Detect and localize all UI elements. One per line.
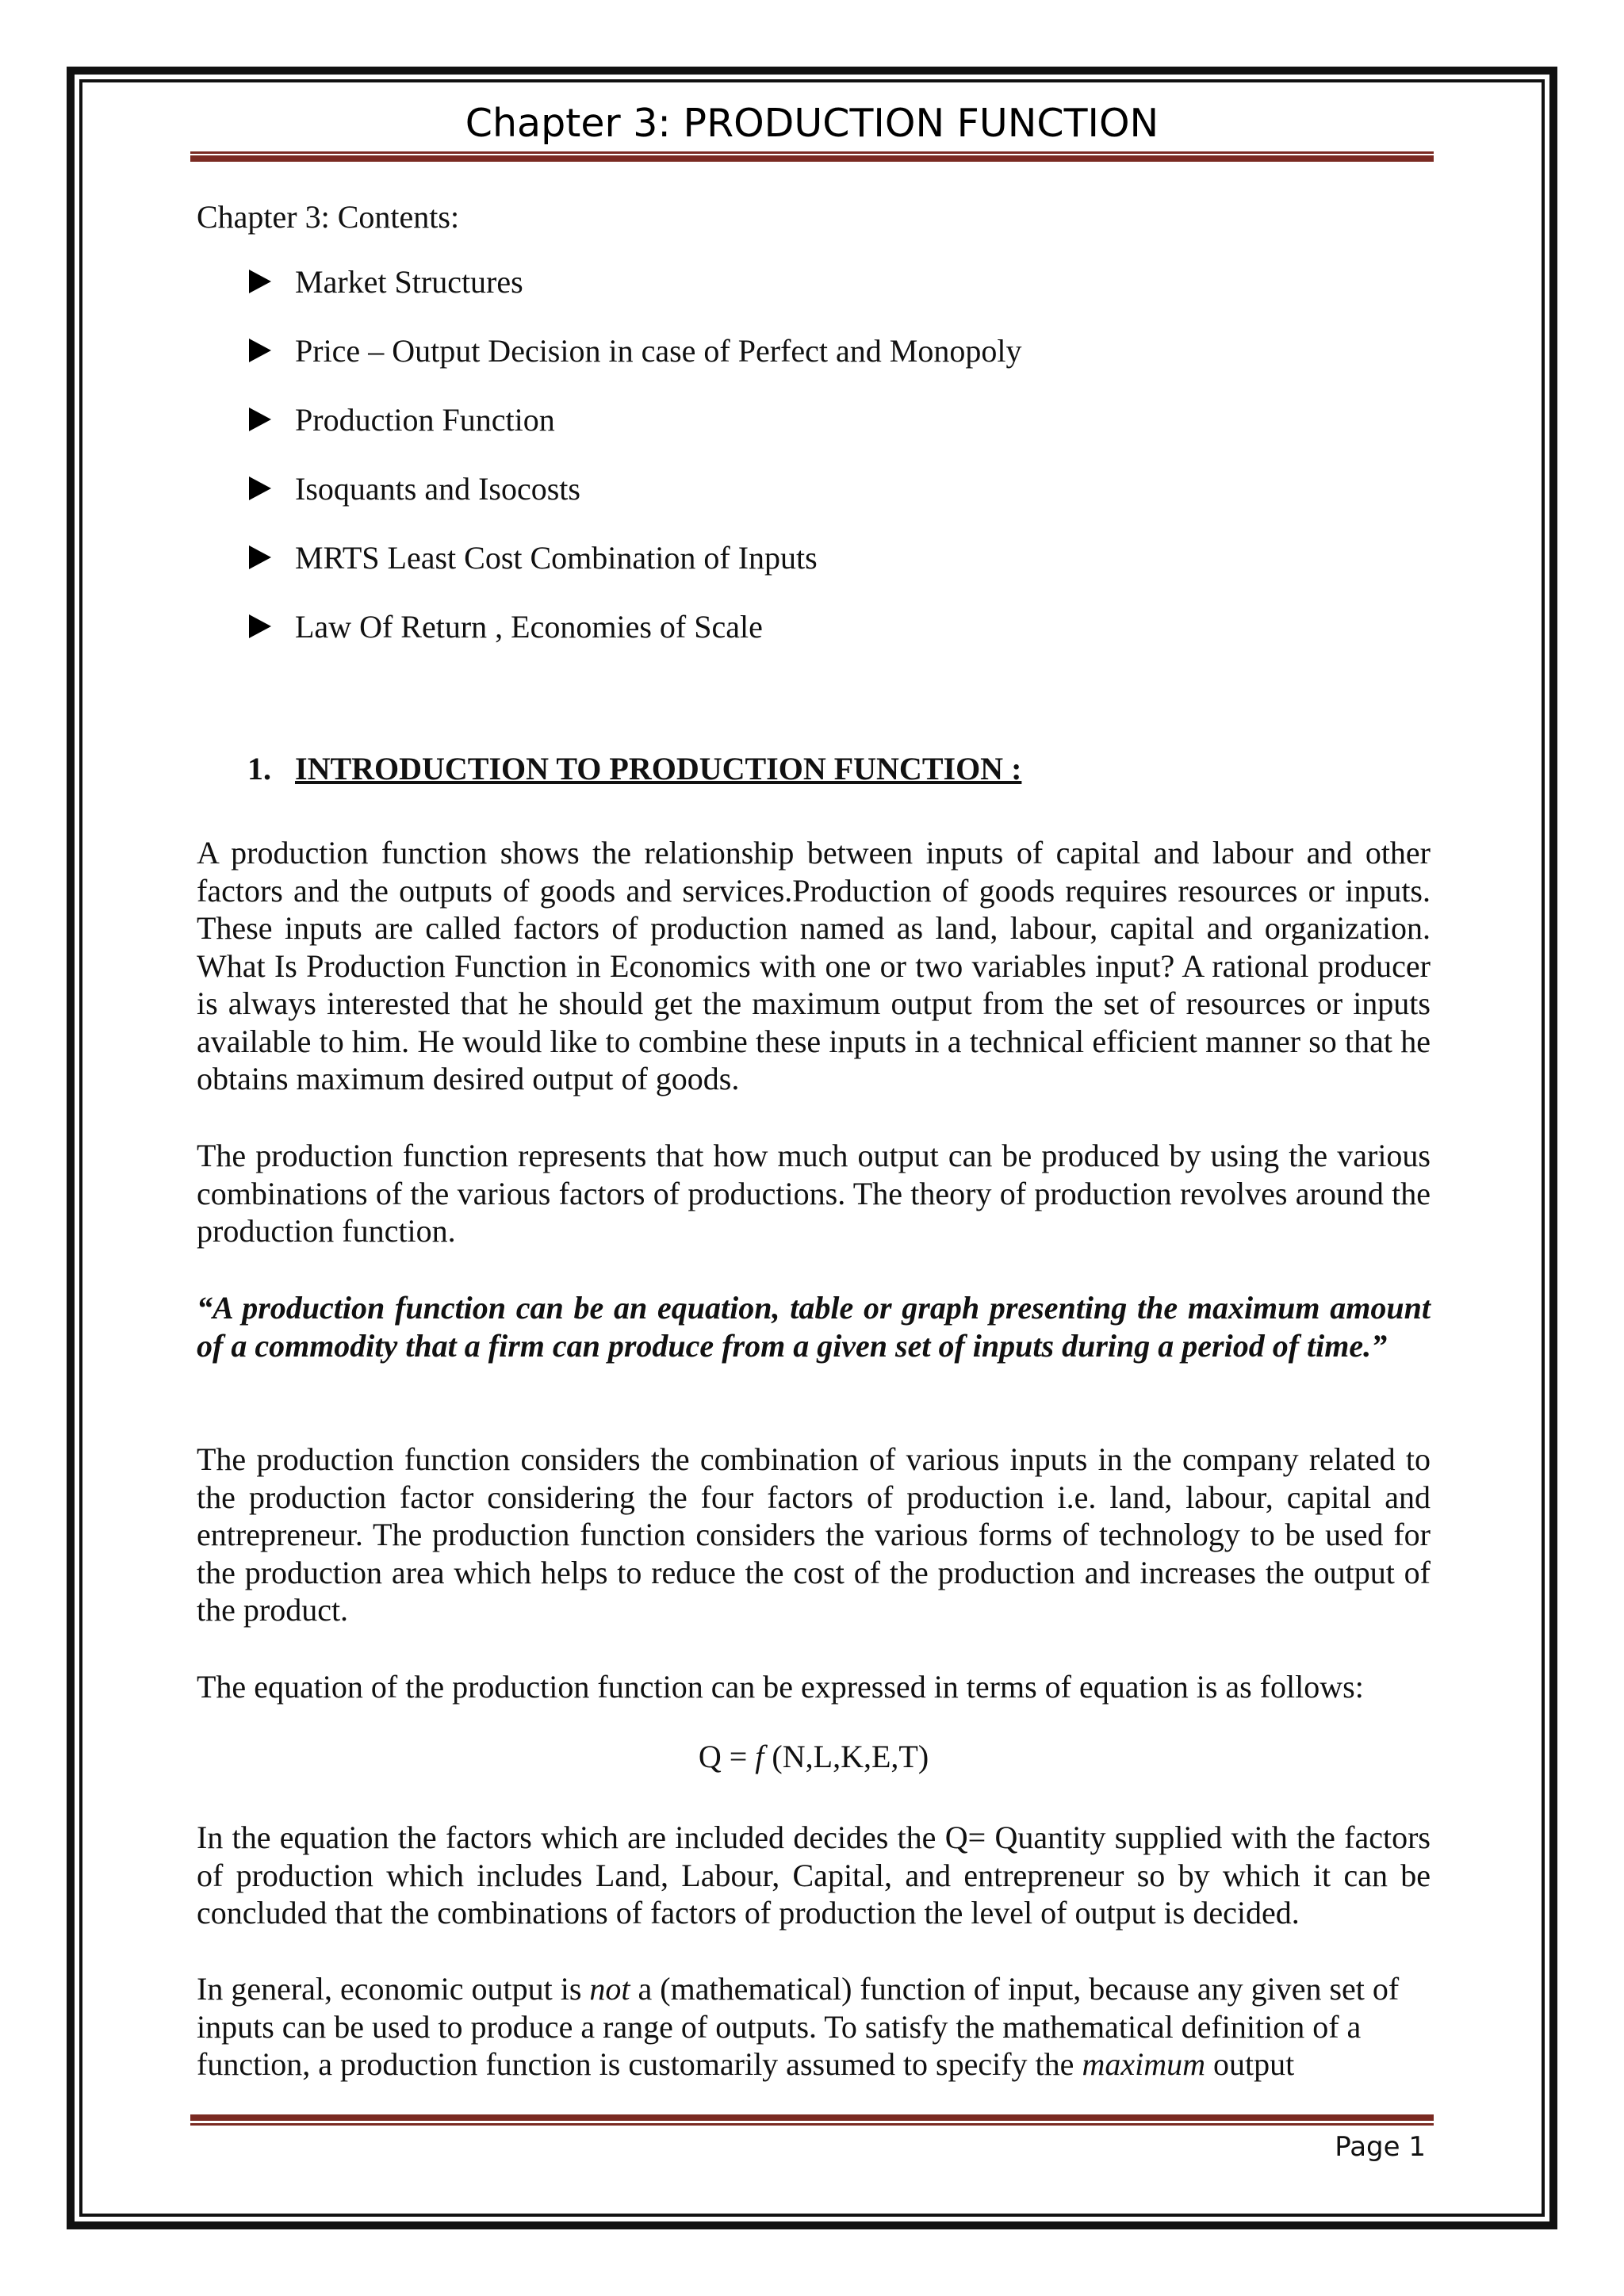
paragraph-general-text-3: output — [1205, 2046, 1295, 2082]
list-item — [247, 469, 1021, 538]
page-number: Page 1 — [1335, 2131, 1426, 2163]
paragraph-combination: The production function considers the combination of various inputs in the company related to the production factor considering the four factors of production i.e. land, labour, capital and entrepreneur. The production function considers the various forms of technology to be used for the production area which helps to reduce the cost of the production and increases the output of the product. — [197, 1441, 1431, 1628]
paragraph-equation-intro: The equation of the production function can be expressed in terms of equation is as follows: — [197, 1669, 1364, 1705]
list-item-label: Price – Output Decision in case of Perfect and Monopoly — [295, 333, 1022, 369]
list-item — [247, 607, 1021, 675]
list-item-label: Production Function — [295, 402, 555, 438]
footer-rule-thin — [190, 2123, 1434, 2126]
paragraph-factors: In the equation the factors which are included decides the Q= Quantity supplied with the factors of production which includes Land, Labour, Capital, and entrepreneur so by which it can be concluded that the combinations of factors of production the level of output is decided. — [197, 1820, 1431, 1931]
paragraph-general — [197, 1970, 1431, 2084]
header-rule-thick — [190, 155, 1434, 162]
header-rule-thin — [190, 151, 1434, 154]
triangle-bullet-icon — [249, 270, 271, 293]
paragraph-theory: The production function represents that how much output can be produced by using the various combinations of the various factors of productions. The theory of production revolves around the production function. — [197, 1138, 1431, 1249]
section-title: INTRODUCTION TO PRODUCTION FUNCTION : — [295, 751, 1022, 786]
equation-lhs: Q = — [698, 1739, 756, 1774]
production-equation — [197, 1738, 1431, 1776]
list-item — [247, 331, 1021, 400]
list-item — [247, 400, 1021, 469]
triangle-bullet-icon — [249, 408, 271, 431]
paragraph-general-emphasis-not: not — [589, 1971, 630, 2007]
definition-quote: “A production function can be an equation, table or graph presenting the maximum amount of a commodity that a firm can produce from a given set of inputs during a period of time.” — [197, 1290, 1431, 1364]
triangle-bullet-icon — [249, 545, 271, 569]
equation-args: (N,L,K,E,T) — [764, 1739, 929, 1774]
list-item — [247, 538, 1021, 607]
paragraph-general-emphasis-maximum: maximum — [1082, 2046, 1205, 2082]
list-item-label: Law Of Return , Economies of Scale — [295, 609, 763, 645]
triangle-bullet-icon — [249, 476, 271, 500]
list-item-label: Isoquants and Isocosts — [295, 471, 580, 507]
equation-function-symbol: f — [755, 1739, 764, 1774]
list-item-label: Market Structures — [295, 264, 523, 300]
paragraph-general-text-2: a (mathematical) function of input, because any given set of inputs can be used to produce a range of outputs. To satisfy the mathematical definition of a function, a production function is customarily assumed to specify the — [197, 1971, 1400, 2082]
list-item-label: MRTS Least Cost Combination of Inputs — [295, 540, 818, 576]
page-title: Chapter 3: PRODUCTION FUNCTION — [465, 101, 1159, 146]
section-heading — [247, 748, 1021, 790]
section-number: 1. — [247, 751, 271, 786]
paragraph-intro: A production function shows the relationship between inputs of capital and labour and other factors and the outputs of goods and services.Production of goods requires resources or inputs. These inputs are called factors of production named as land, labour, capital and organization. What Is Production Function in Economics with one or two variables input? A rational producer is always interested that he should get the maximum output from the set of resources or inputs available to him. He would like to combine these inputs in a technical efficient manner so that he obtains maximum desired output of goods. — [197, 835, 1431, 1096]
footer-rule-thick — [190, 2114, 1434, 2121]
paragraph-general-text-1: In general, economic output is — [197, 1971, 590, 2007]
triangle-bullet-icon — [249, 339, 271, 362]
triangle-bullet-icon — [249, 614, 271, 638]
contents-list — [247, 262, 1021, 675]
contents-heading: Chapter 3: Contents: — [197, 199, 460, 235]
list-item — [247, 262, 1021, 331]
